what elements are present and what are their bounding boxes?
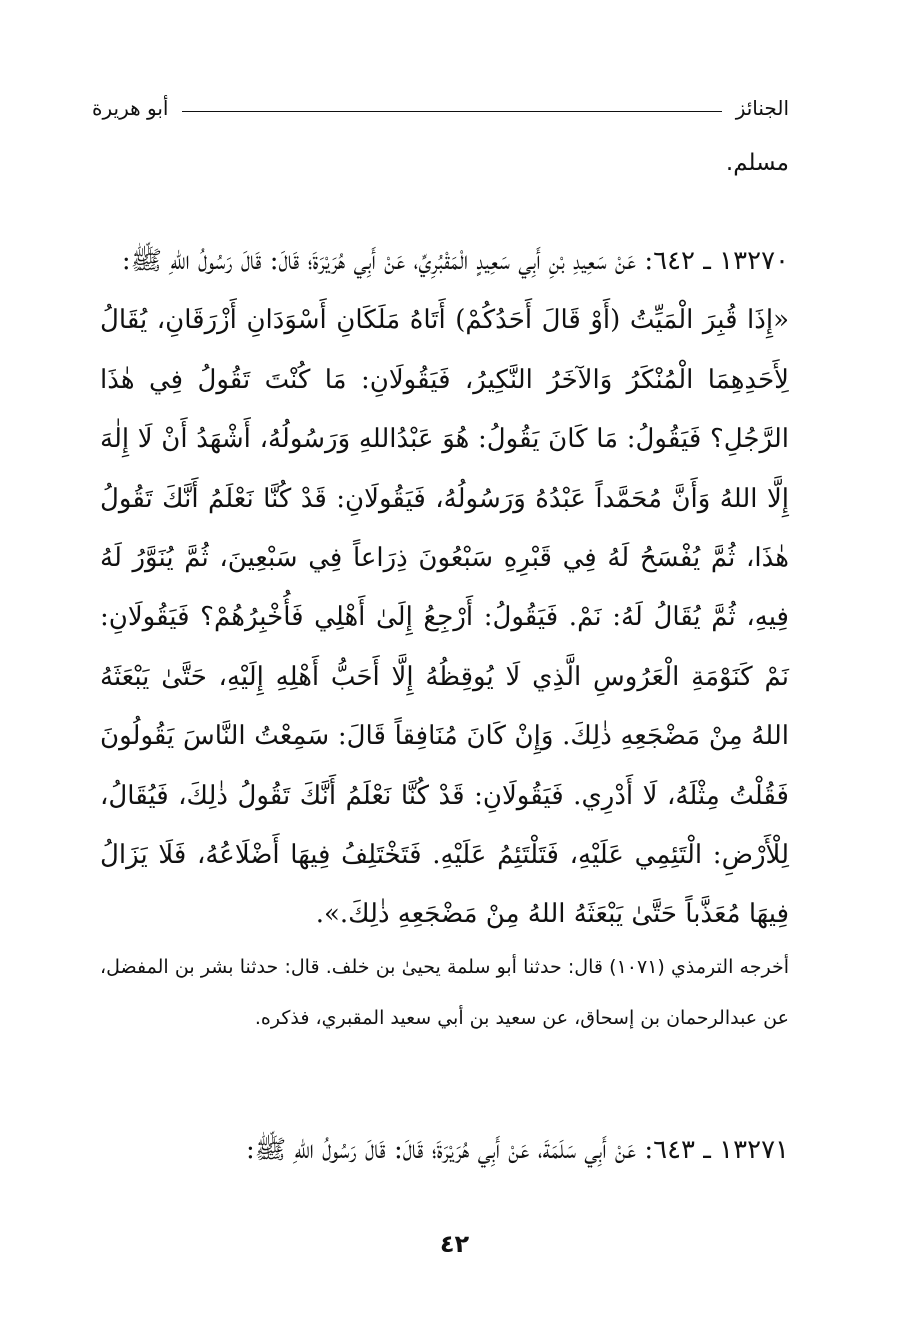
hadith-13271 xyxy=(100,1122,789,1178)
hadith-isnad: ١٣٢٧٠ ـ ٦٤٢: عَنْ سَعِيدِ بْنِ أَبِي سَعِيدٍ الْمَقْبُرِيِّ، عَنْ أَبِي هُرَيْرَةَ؛ قَالَ: قَالَ رَسُولُ اللهِ ﷺ: xyxy=(121,246,789,276)
hadith-isnad: ١٣٢٧١ ـ ٦٤٣: عَنْ أَبِي سَلَمَةَ، عَنْ أَبِي هُرَيْرَةَ؛ قَالَ: قَالَ رَسُولُ اللهِ ﷺ: xyxy=(246,1135,789,1165)
previous-text-tail: مسلم. xyxy=(725,150,789,176)
page-number: ٤٢ xyxy=(439,1230,470,1258)
header-narrator-title: أبو هريرة xyxy=(92,96,169,120)
header-rule xyxy=(182,111,721,112)
header-section-title: الجنائز xyxy=(735,96,789,120)
running-header xyxy=(92,88,789,128)
hadith-matn: «إِذَا قُبِرَ الْمَيِّتُ (أَوْ قَالَ أَحَدُكُمْ) أَتَاهُ مَلَكَانِ أَسْوَدَانِ أَزْرَقَانِ، يُقَالُ لِأَحَدِهِمَا الْمُنْكَرُ وَالآخَرُ النَّكِيرُ، فَيَقُولَانِ: مَا كُنْتَ تَقُولُ فِي هٰذَا الرَّجُلِ؟ فَيَقُولُ: مَا كَانَ يَقُولُ: هُوَ عَبْدُاللهِ وَرَسُولُهُ، أَشْهَدُ أَنْ لَا إِلٰهَ إِلَّا اللهُ وَأَنَّ مُحَمَّداً عَبْدُهُ وَرَسُولُهُ، فَيَقُولَانِ: قَدْ كُنَّا نَعْلَمُ أَنَّكَ تَقُولُ هٰذَا، ثُمَّ يُفْسَحُ لَهُ فِي قَبْرِهِ سَبْعُونَ ذِرَاعاً فِي سَبْعِينَ، ثُمَّ يُنَوَّرُ لَهُ فِيهِ، ثُمَّ يُقَالُ لَهُ: نَمْ. فَيَقُولُ: أَرْجِعُ إِلَىٰ أَهْلِي فَأُخْبِرُهُمْ؟ فَيَقُولَانِ: نَمْ كَنَوْمَةِ الْعَرُوسِ الَّذِي لَا يُوقِظُهُ إِلَّا أَحَبُّ أَهْلِهِ إِلَيْهِ، حَتَّىٰ يَبْعَثَهُ اللهُ مِنْ مَضْجَعِهِ ذٰلِكَ. وَإِنْ كَانَ مُنَافِقاً قَالَ: سَمِعْتُ النَّاسَ يَقُولُونَ فَقُلْتُ مِثْلَهُ، لَا أَدْرِي. فَيَقُولَانِ: قَدْ كُنَّا نَعْلَمُ أَنَّكَ تَقُولُ ذٰلِكَ، فَيُقَالُ، لِلْأَرْضِ: الْتَئِمِي عَلَيْهِ، فَتَلْتَئِمُ عَلَيْهِ. فَتَخْتَلِفُ فِيهَا أَضْلَاعُهُ، فَلَا يَزَالُ فِيهَا مُعَذَّباً حَتَّىٰ يَبْعَثَهُ اللهُ مِنْ مَضْجَعِهِ ذٰلِكَ.». xyxy=(100,305,789,930)
hadith-13270 xyxy=(100,232,789,945)
takhrij-note: أخرجه الترمذي (١٠٧١) قال: حدثنا أبو سلمة يحيىٰ بن خلف. قال: حدثنا بشر بن المفضل، عن عبدالرحمان بن إسحاق، عن سعيد بن أبي سعيد المقبري، فذكره. xyxy=(100,956,789,1029)
